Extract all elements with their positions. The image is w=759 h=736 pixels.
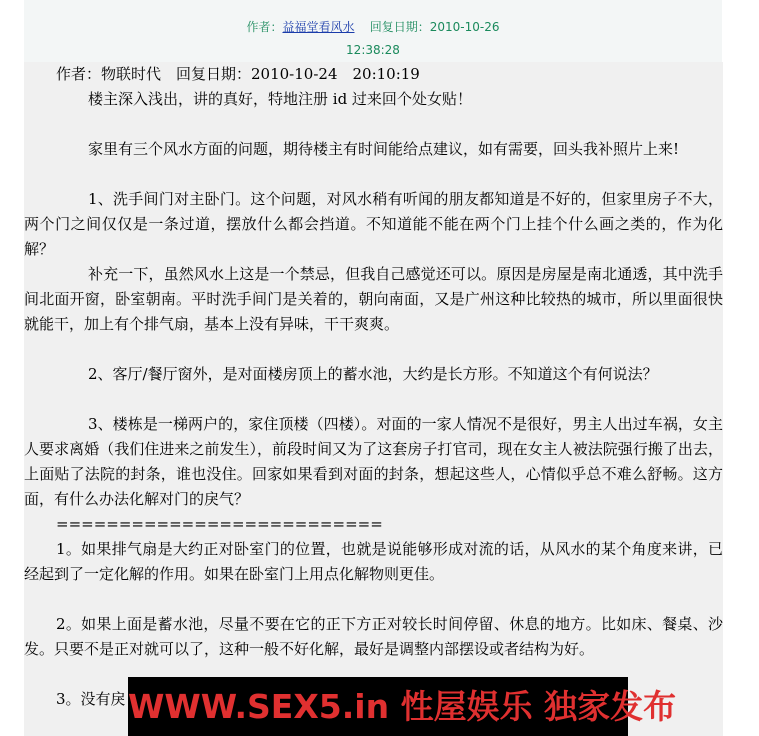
post-paragraph: 家里有三个风水方面的问题，期待楼主有时间能给点建议，如有需要，回头我补照片上来!: [88, 140, 680, 158]
post-paragraph: 2。如果上面是蓄水池，尽量不要在它的正下方正对较长时间停留、休息的地方。比如床、餐桌、沙发。只要不是正对就可以了，这种一般不好化解，最好是调整内部摆设或者结构为好。: [24, 615, 723, 658]
post-body: [24, 87, 723, 712]
reply-time: 12:38:28: [346, 43, 400, 57]
post-author-line: 作者：物联时代 回复日期：2010-10-24 20:10:19: [56, 65, 420, 83]
reply-author-label: 作者：: [246, 20, 283, 34]
watermark-banner: [128, 677, 677, 736]
watermark-text: WWW.SEX5.in 性屋娱乐 独家发布: [128, 687, 677, 726]
post-paragraph: 1。如果排气扇是大约正对卧室门的位置，也就是说能够形成对流的话，从风水的某个角度来讲，已经起到了一定化解的作用。如果在卧室门上用点化解物则更佳。: [24, 540, 723, 583]
post-paragraph: 楼主深入浅出，讲的真好，特地注册 id 过来回个处女贴！: [88, 90, 472, 108]
reply-author-link[interactable]: 益福堂看风水: [282, 20, 355, 34]
reply-meta-line: [24, 18, 722, 35]
post-paragraph: 1、洗手间门对主卧门。这个问题，对风水稍有听闻的朋友都知道是不好的，但家里房子不大，两个门之间仅仅是一条过道，摆放什么都会挡道。不知道能不能在两个门上挂个什么画之类的，作为化解？: [24, 190, 723, 258]
post-paragraph: 2、客厅/餐厅窗外，是对面楼房顶上的蓄水池，大约是长方形。不知道这个有何说法？: [88, 365, 658, 383]
reply-header: [24, 0, 722, 62]
reply-date: 回复日期：2010-10-26: [369, 20, 500, 34]
post-block: [24, 62, 723, 736]
divider-line: ==========================: [56, 515, 383, 533]
post-paragraph: 3、楼栋是一梯两户的，家住顶楼（四楼）。对面的一家人情况不是很好，男主人出过车祸，女主人要求离婚（我们住进来之前发生），前段时间又为了这套房子打官司，现在女主人被法院强行搬了出去，上面贴了法院的封条，谁也没住。回家如果看到对面的封条，想起这些人，心情似乎总不难么舒畅。这方面，有什么办法化解对门的戾气？: [24, 415, 723, 508]
post-paragraph: 3。没有戾: [56, 690, 126, 708]
post-paragraph: 补充一下，虽然风水上这是一个禁忌，但我自己感觉还可以。原因是房屋是南北通透，其中洗手间北面开窗，卧室朝南。平时洗手间门是关着的，朝向南面，又是广州这种比较热的城市，所以里面很快就能干，加上有个排气扇，基本上没有异味，干干爽爽。: [24, 265, 723, 333]
